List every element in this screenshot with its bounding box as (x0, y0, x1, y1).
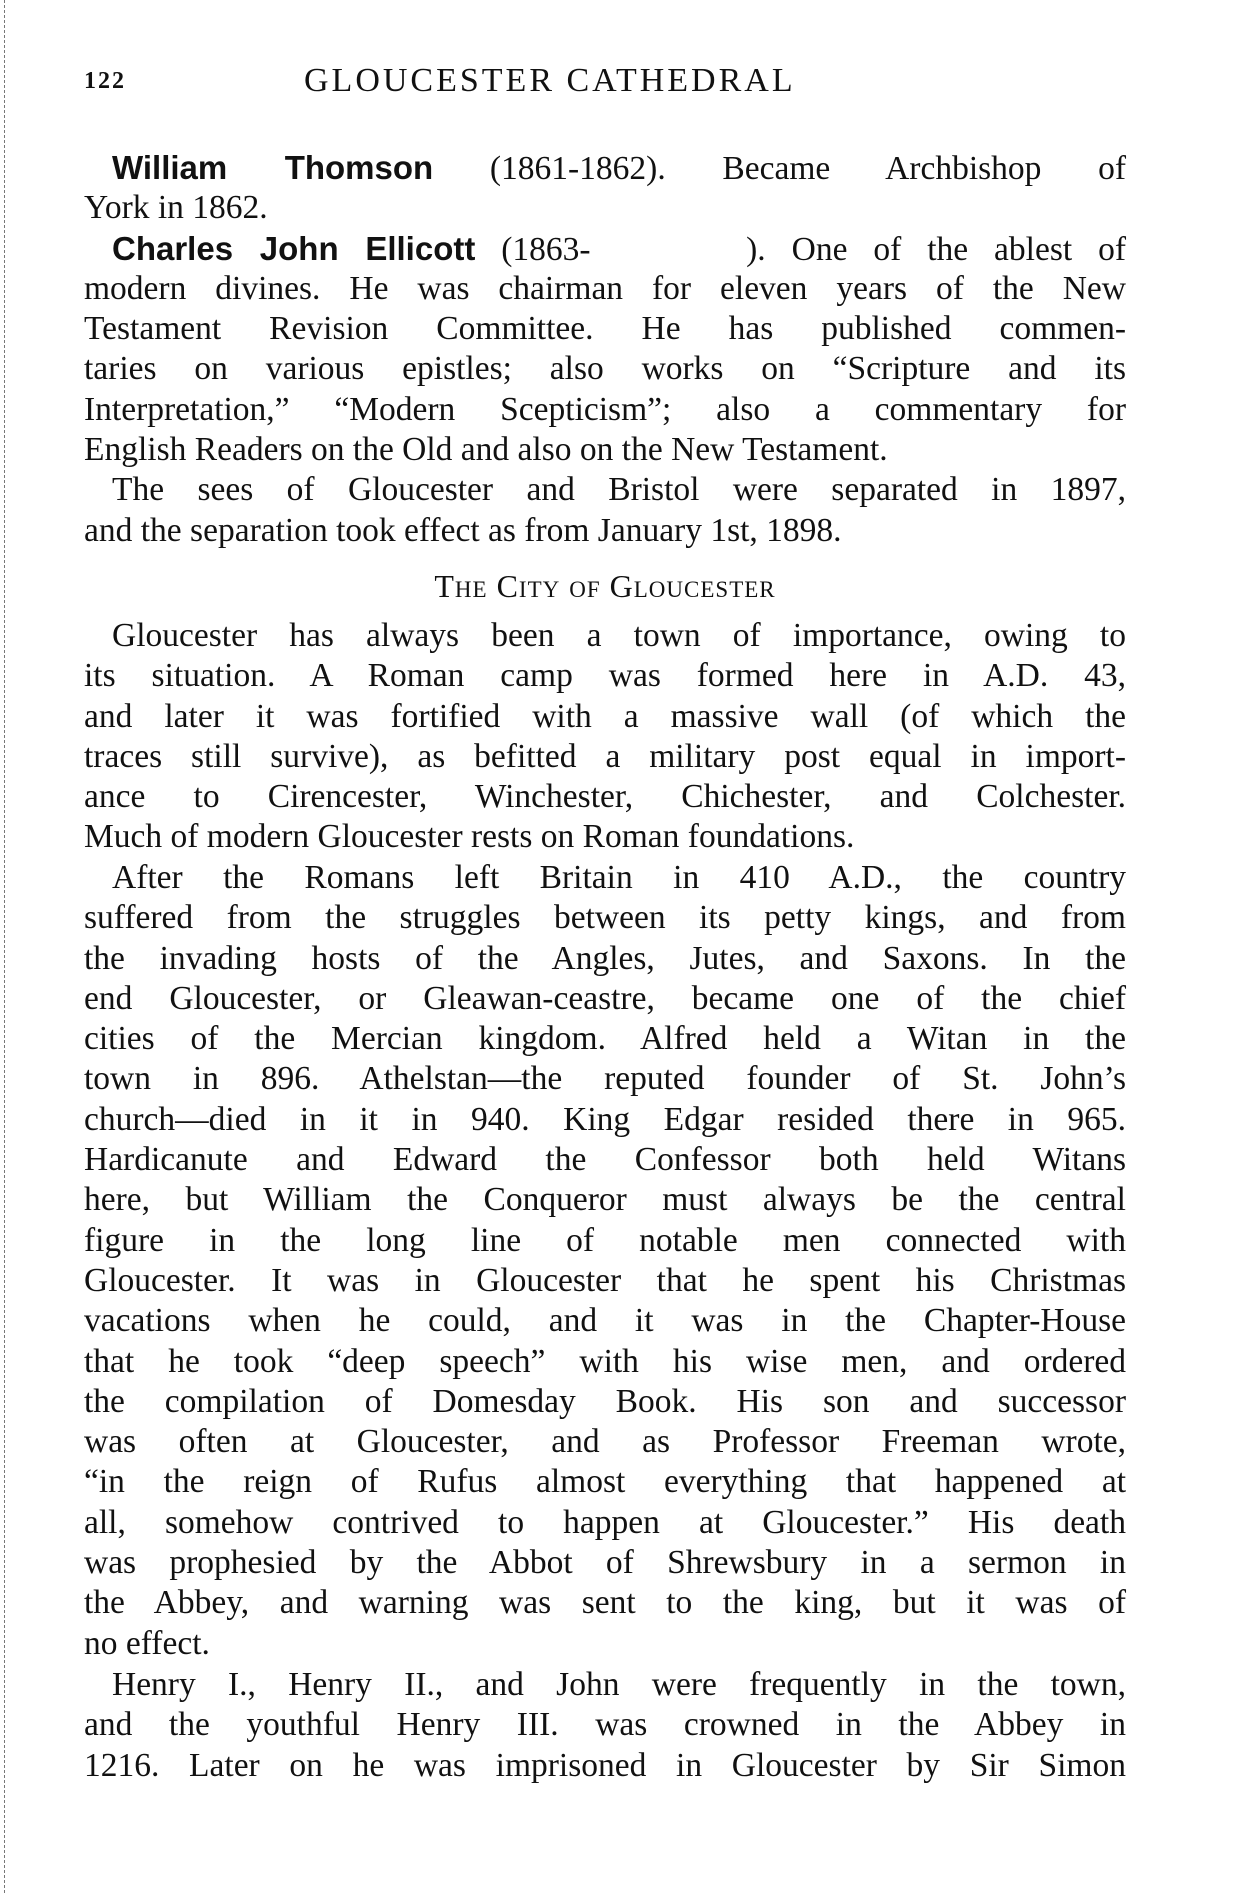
paragraph-saxon-norman (84, 858, 1126, 1664)
heading-smallcaps: HE (454, 577, 488, 602)
text-line: 1216. Later on he was imprisoned in Gloucester by Sir Simon (84, 1746, 1126, 1784)
text-line: “in the reign of Rufus almost everything that happened at (84, 1463, 1126, 1501)
bishop-dates: (1861-1862). (489, 150, 666, 187)
text-line: modern divines. He was chairman for eleven years of the New (84, 269, 1126, 307)
text-line: its situation. A Roman camp was formed here in A.D. 43, (84, 657, 1126, 695)
paragraph-henry (84, 1665, 1126, 1786)
heading-cap: G (609, 568, 634, 604)
bishop-entry-ellicott (84, 229, 1126, 269)
bishop-text: Became Archbishop of (722, 150, 1127, 187)
text-line: the Abbey, and warning was sent to the king, but it was of (84, 1584, 1126, 1622)
heading-smallcaps: LOUCESTER (633, 577, 776, 602)
text-line: Gloucester. It was in Gloucester that he spent his Christmas (84, 1261, 1126, 1299)
text-line: Gloucester has always been a town of importance, owing to (112, 617, 1126, 654)
text-line: church—died in it in 940. King Edgar resided there in 965. (84, 1100, 1126, 1138)
section-heading (84, 568, 1126, 605)
running-head (84, 62, 1124, 106)
text-line: vacations when he could, and it was in the Chapter-House (84, 1302, 1126, 1340)
text-line: ance to Cirencester, Winchester, Chichester, and Colchester. (84, 778, 1126, 816)
text-line: town in 896. Athelstan—the reputed founder of St. John’s (84, 1060, 1126, 1098)
text-line: the invading hosts of the Angles, Jutes, and Saxons. In the (84, 939, 1126, 977)
text-line: was often at Gloucester, and as Professor Freeman wrote, (84, 1423, 1126, 1461)
heading-smallcaps: OF (569, 577, 601, 602)
scan-edge-border (4, 0, 5, 1893)
heading-smallcaps: ITY (518, 577, 561, 602)
text-line: figure in the long line of notable men connected with (84, 1221, 1126, 1259)
text-line: suffered from the struggles between its petty kings, and from (84, 899, 1126, 937)
bishop-entry-thomson (84, 148, 1126, 188)
text-line: Testament Revision Committee. He has published commen- (84, 310, 1126, 348)
text-line: English Readers on the Old and also on the New Testament. (84, 431, 888, 469)
text-line: and later it was fortified with a massive wall (of which the (84, 697, 1126, 735)
heading-cap: T (434, 568, 455, 604)
text-line: The sees of Gloucester and Bristol were separated in 1897, (112, 471, 1126, 509)
bishop-name: Charles John Ellicott (112, 229, 476, 267)
text-line: Much of modern Gloucester rests on Roman foundations. (84, 818, 855, 856)
text-line: Hardicanute and Edward the Confessor both held Witans (84, 1141, 1126, 1179)
text-line: Henry I., Henry II., and John were frequently in the town, (112, 1666, 1126, 1703)
bishop-text: One of the ablest of (791, 230, 1127, 268)
text-line: York in 1862. (84, 189, 268, 227)
text-line: all, somehow contrived to happen at Gloucester.” His death (84, 1503, 1126, 1541)
heading-cap: C (496, 568, 519, 604)
text-line: no effect. (84, 1624, 210, 1662)
text-line: that he took “deep speech” with his wise men, and ordered (84, 1342, 1126, 1380)
text-line: cities of the Mercian kingdom. Alfred held a Witan in the (84, 1020, 1126, 1058)
text-line: traces still survive), as befitted a military post equal in import- (84, 737, 1126, 775)
bishop-dates: (1863- ). (501, 230, 766, 268)
bishop-name: William Thomson (112, 149, 434, 186)
text-line: After the Romans left Britain in 410 A.D., the country (112, 859, 1126, 896)
text-line: end Gloucester, or Gleawan-ceastre, became one of the chief (84, 979, 1126, 1017)
running-title: GLOUCESTER CATHEDRAL (304, 62, 796, 99)
paragraph-roman (84, 616, 1126, 858)
text-line: and the separation took effect as from January 1st, 1898. (84, 511, 842, 549)
bishops-block (84, 148, 1126, 551)
text-line: was prophesied by the Abbot of Shrewsbury in a sermon in (84, 1544, 1126, 1582)
page-number: 122 (84, 68, 126, 94)
text-line: the compilation of Domesday Book. His son and successor (84, 1382, 1126, 1420)
text-line: taries on various epistles; also works on “Scripture and its (84, 350, 1126, 388)
text-line: Interpretation,” “Modern Scepticism”; also a commentary for (84, 390, 1126, 428)
text-line: and the youthful Henry III. was crowned in the Abbey in (84, 1706, 1126, 1744)
text-line: here, but William the Conqueror must always be the central (84, 1181, 1126, 1219)
